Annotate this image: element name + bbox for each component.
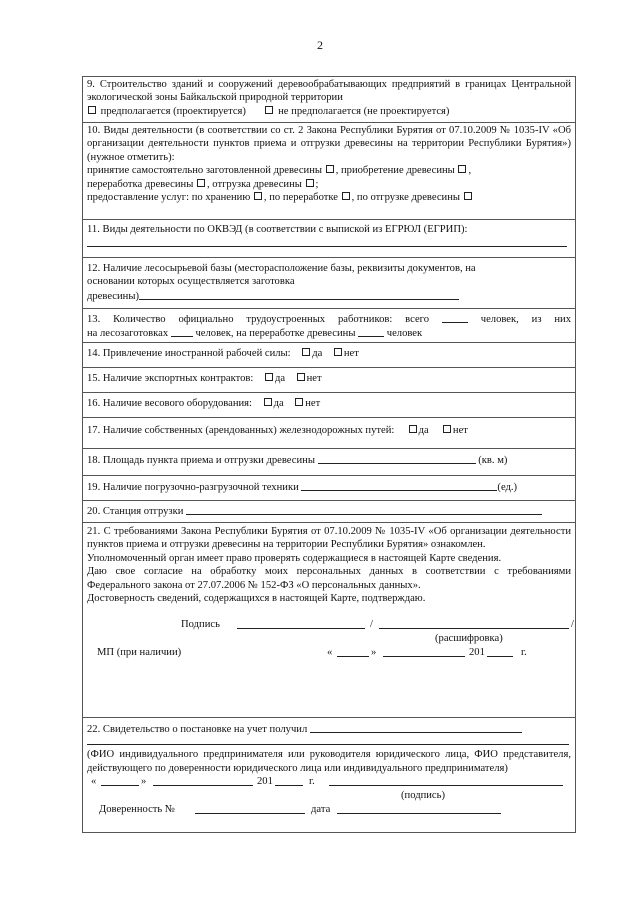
cert-date-day-field[interactable] (101, 775, 139, 786)
row-19-unit: (ед.) (497, 482, 518, 493)
cert-date-month-field[interactable] (153, 775, 253, 786)
row-9-option-planned: предполагается (проектируется) (100, 105, 246, 117)
checkbox-foreign-labor-yes[interactable] (302, 348, 310, 356)
row-9-text: 9. Строительство зданий и сооружений деревообрабатывающих предприятий в границах Центральной экологической зоны Байкальской природной территории (87, 79, 571, 104)
checkbox-own-harvested[interactable] (326, 165, 334, 173)
row-21-paragraph-2: Уполномоченный орган имеет право проверять содержащиеся в настоящей Карте сведения. (87, 552, 502, 564)
cert-date-quote-open: « (91, 776, 97, 788)
weighing-yes-label: да (273, 398, 284, 409)
checkbox-processing[interactable] (197, 179, 205, 187)
activity-shipment-label: , отгрузка древесины (207, 178, 302, 190)
employees-total-field[interactable] (442, 312, 468, 323)
cert-date-year-field[interactable] (275, 775, 303, 786)
row-12-text-3: древесины) (87, 290, 139, 302)
row-18-text: 18. Площадь пункта приема и отгрузки древесины (87, 455, 315, 466)
date-quote-open: « (327, 647, 333, 659)
activity-purchase-label: , приобретение древесины (335, 165, 455, 177)
signature-field[interactable] (237, 618, 365, 629)
cert-date-g: г. (309, 776, 315, 788)
date-day-field[interactable] (337, 646, 369, 657)
okved-field[interactable] (87, 240, 567, 247)
employees-total-label: 13. Количество официально трудоустроенных работников: всего (87, 314, 430, 325)
checkbox-service-processing[interactable] (342, 192, 350, 200)
row-22-text: 22. Свидетельство о постановке на учет получил (87, 724, 308, 735)
cert-date-year-prefix: 201 (257, 776, 273, 788)
checkbox-railway-no[interactable] (443, 425, 451, 433)
activity-processing-label: переработка древесины (87, 178, 194, 190)
row-19-loading-equipment (83, 476, 575, 501)
employees-processing-field[interactable] (358, 326, 384, 337)
power-of-attorney-date-label: дата (311, 804, 331, 816)
page-number: 2 (317, 38, 323, 52)
row-14-text: 14. Привлечение иностранной рабочей силы: (87, 348, 291, 359)
row-18-area (83, 449, 575, 476)
row-14-foreign-labor (83, 343, 575, 368)
row-16-weighing-equipment (83, 393, 575, 418)
foreign-labor-no-label: нет (343, 348, 359, 359)
checkbox-shipment[interactable] (306, 179, 314, 187)
checkbox-service-storage[interactable] (254, 192, 262, 200)
forest-base-field[interactable] (139, 289, 459, 300)
employees-total-unit: человек, из них (480, 314, 571, 325)
employees-logging-label: на лесозаготовках (87, 328, 169, 340)
checkbox-not-planned[interactable] (265, 106, 273, 114)
row-10-activity-types: 10. Виды деятельности (в соответствии со ст. 2 Закона Республики Бурятия от 07.10.2009 № 1035-IV «Об организации деятельности пунктов приема и отгрузки древесины на территории Республики Бурятия») (нужное отметить): принятие самостоятельно заготовленной древесины , приобретение древесины , переработка древесины , отгрузка древесины ; предоставление услуг: по хранению , по переработке , по отгрузке древесины (83, 123, 575, 220)
signature-decode-caption (87, 632, 571, 646)
checkbox-foreign-labor-no[interactable] (334, 348, 342, 356)
row-9-construction (83, 77, 575, 123)
registration-form-table (82, 76, 576, 833)
activity-own-harvested-label: принятие самостоятельно заготовленной древесины (87, 165, 323, 177)
row-21-paragraph-3: Даю свое согласие на обработку моих персональных данных в соответствии с требованиями Федерального закона от 27.07.2006 № 152-ФЗ «О персональных данных». (87, 566, 571, 591)
power-of-attorney-line (87, 803, 571, 817)
row-13-employees (83, 309, 575, 343)
row-19-text: 19. Наличие погрузочно-разгрузочной техники (87, 482, 299, 493)
row-12-text-1: 12. Наличие лесосырьевой базы (месторасположение базы, реквизиты документов, на (87, 263, 476, 274)
area-field[interactable] (318, 453, 476, 464)
checkbox-purchase[interactable] (458, 165, 466, 173)
signature-slash-2: / (571, 619, 574, 631)
row-21-consent (83, 523, 575, 718)
checkbox-weighing-no[interactable] (295, 398, 303, 406)
checkbox-export-no[interactable] (297, 373, 305, 381)
loading-equipment-field[interactable] (301, 480, 497, 491)
checkbox-service-shipment[interactable] (464, 192, 472, 200)
row-18-unit: (кв. м) (478, 455, 508, 466)
fio-caption: (ФИО индивидуального предпринимателя или руководителя юридического лица, ФИО представителя, действующего по доверенности юридического лица или индивидуального предпринимателя) (87, 749, 571, 774)
stamp-label: МП (при наличии) (97, 647, 182, 659)
railway-no-label: нет (452, 425, 468, 436)
signature-line (87, 618, 574, 632)
certificate-receiver-field[interactable] (310, 722, 522, 733)
row-21-paragraph-1: 21. С требованиями Закона Республики Бурятия от 07.10.2009 № 1035-IV «Об организации деятельности пунктов приема и отгрузки древесины на территории Республики Бурятия» ознакомлен. (87, 526, 571, 551)
decode-label: (расшифровка) (435, 633, 503, 645)
row-12-text-2: основании которых осуществляется заготовка (87, 276, 295, 288)
cert-signature-field[interactable] (329, 775, 563, 786)
cert-signature-caption (87, 789, 571, 803)
export-no-label: нет (306, 373, 322, 384)
row-15-text: 15. Наличие экспортных контрактов: (87, 373, 254, 384)
stamp-date-line (87, 646, 571, 660)
row-17-railway (83, 418, 575, 449)
row-12-forest-base (83, 258, 575, 309)
row-11-okved (83, 220, 575, 258)
employees-processing-unit: человек (386, 328, 423, 340)
row-20-station (83, 501, 575, 523)
export-yes-label: да (274, 373, 286, 384)
signature-label: Подпись (181, 619, 220, 631)
cert-date-quote-close: » (141, 776, 147, 788)
service-shipment-label: , по отгрузке древесины (351, 192, 460, 204)
date-month-field[interactable] (383, 646, 465, 657)
checkbox-weighing-yes[interactable] (264, 398, 272, 406)
weighing-no-label: нет (305, 398, 321, 409)
power-of-attorney-number-field[interactable] (195, 803, 305, 814)
row-21-paragraph-4: Достоверность сведений, содержащихся в настоящей Карте, подтверждаю. (87, 593, 426, 605)
row-15-export-contracts (83, 368, 575, 393)
row-9-option-not-planned: не предполагается (не проектируется) (278, 105, 450, 117)
row-16-text: 16. Наличие весового оборудования: (87, 398, 252, 409)
signature-slash-1: / (370, 619, 373, 631)
row-11-text: 11. Виды деятельности по ОКВЭД (в соответствии с выпиской из ЕГРЮЛ (ЕГРИП): (87, 224, 468, 235)
certificate-date-line (87, 775, 571, 789)
checkbox-railway-yes[interactable] (409, 425, 417, 433)
date-quote-close: » (371, 647, 377, 659)
station-field[interactable] (186, 504, 542, 515)
checkbox-export-yes[interactable] (265, 373, 273, 381)
checkbox-planned[interactable] (88, 106, 96, 114)
service-processing-label: , по переработке (263, 192, 338, 204)
podpis-label: (подпись) (401, 790, 445, 802)
date-year-prefix: 201 (469, 647, 485, 659)
signature-decode-field[interactable] (379, 618, 569, 629)
row-22-certificate (83, 718, 575, 833)
power-of-attorney-date-field[interactable] (337, 803, 501, 814)
date-g: г. (521, 647, 527, 659)
row-20-text: 20. Станция отгрузки (87, 506, 184, 517)
row-10-text: 10. Виды деятельности (в соответствии со ст. 2 Закона Республики Бурятия от 07.10.2009 № 1035-IV «Об организации деятельности пунктов приема и отгрузки древесины на территории Республики Бурятия») (нужное отметить): (87, 125, 571, 163)
service-storage-label: предоставление услуг: по хранению (87, 192, 251, 204)
row-17-text: 17. Наличие собственных (арендованных) железнодорожных путей: (87, 425, 395, 436)
foreign-labor-yes-label: да (312, 348, 323, 359)
power-of-attorney-label: Доверенность № (99, 804, 175, 816)
railway-yes-label: да (418, 425, 429, 436)
certificate-receiver-field-2[interactable] (87, 736, 569, 745)
employees-processing-label: человек, на переработке древесины (195, 328, 356, 340)
employees-logging-field[interactable] (171, 326, 193, 337)
date-year-field[interactable] (487, 646, 513, 657)
